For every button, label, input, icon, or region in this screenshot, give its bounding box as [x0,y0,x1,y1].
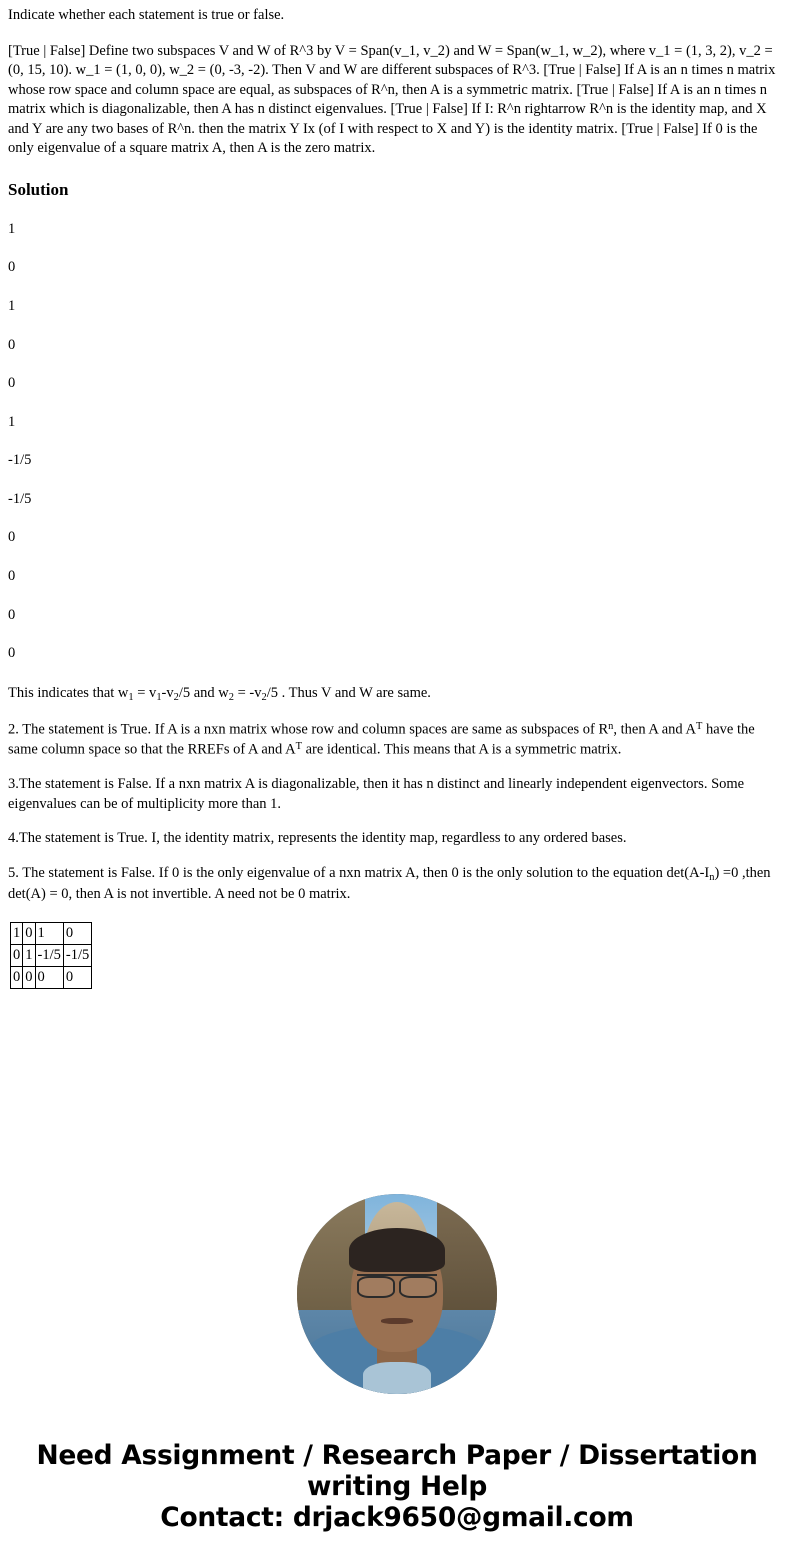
answer-paragraph [8,829,786,849]
solution-values [8,220,786,664]
solution-heading: Solution [8,179,69,199]
answer-paragraph [8,864,786,905]
text-segment: n [608,720,614,732]
promo-line-1: Need Assignment / Research Paper / Dissertation [36,1440,758,1472]
question-text: [True | False] Define two subspaces V and W of R^3 by V = Span(v_1, v_2) and W = Span(w_1, w_2), where v_1 = (1, 3, 2), v_2 = (0, 15, 10). w_1 = (1, 0, 0), w_2 = (0, -3, -2). Then V and W are different subspaces of R^3. [True | False] If A is an n times n matrix whose row space and column space are equal, as subspaces of R^n, then A is a symmetric matrix. [True | False] If A is an n times n matrix which is diagonalizable, then A has n distinct eigenvalues. [True | False] If I: R^n rightarrow R^n is the identity map, and X and Y are any two bases of R^n. then the matrix Y Ix (of I with respect to X and Y) is the identity matrix. [True | False] If 0 is the only eigenvalue of a square matrix A, then A is the zero matrix. [8,42,776,157]
matrix-cell: -1/5 [63,945,91,967]
promo-line-2: writing Help [306,1471,488,1503]
glasses-right-lens [399,1276,437,1298]
matrix-cell: 1 [11,923,23,945]
bottom-spacer [8,1533,786,1553]
conclusion-sub: 1 [156,691,162,703]
matrix-cell: 0 [11,945,23,967]
intro-text: Indicate whether each statement is true or false. [8,7,285,23]
text-segment: are identical. This means that A is a symmetric matrix. [301,741,622,758]
text-segment: ) =0 ,then det(A) = 0, then A is not invertible. A need not be 0 matrix. [8,864,771,902]
table-row [11,945,92,967]
promo-banner [8,1440,786,1533]
avatar-collar [363,1362,431,1394]
matrix-cell: 1 [35,923,63,945]
conclusion-mid: /5 and w [178,684,229,701]
conclusion-mid: = -v [234,684,262,701]
text-segment: have the same column space so that the RREFs of A and A [8,721,755,758]
avatar [297,1194,497,1394]
matrix-cell: 0 [11,967,23,989]
matrix-cell: 0 [23,967,35,989]
table-row [11,967,92,989]
answers-list [8,720,786,905]
document-page [0,6,794,1553]
text-segment: 3.The statement is False. If a nxn matrix A is diagonalizable, then it has n distinct and linearly independent eigenvectors. Some eigenvalues can be of multiplicity more than 1. [8,776,745,812]
conclusion-sub: 2 [228,691,234,703]
value-line: 1 [8,413,16,430]
matrix-cell: 1 [23,945,35,967]
value-line: 0 [8,336,16,353]
avatar-container [8,1194,786,1394]
text-segment: 2. The statement is True. If A is a nxn matrix whose row and column spaces are same as subspaces of R [8,721,609,738]
text-segment: , then A and A [613,721,696,738]
conclusion-sub: 1 [128,691,134,703]
conclusion-mid: -v [161,684,174,701]
text-segment: T [695,720,703,732]
glasses-left-lens [357,1276,395,1298]
value-line: 0 [8,259,16,276]
conclusion-sub: 2 [261,691,267,703]
value-line: 0 [8,606,16,623]
text-segment: n [709,871,715,883]
table-row [11,923,92,945]
conclusion-mid: /5 . Thus V and W are same. [266,684,431,701]
matrix-cell: 0 [63,967,91,989]
matrix-cell: -1/5 [35,945,63,967]
text-segment: 5. The statement is False. If 0 is the only eigenvalue of a nxn matrix A, then 0 is the only solution to the equation det(A-I [8,864,710,881]
matrix-cell: 0 [63,923,91,945]
value-line: 1 [8,220,16,237]
avatar-background-wall-right [437,1194,497,1322]
promo-contact: Contact: drjack9650@gmail.com [160,1502,634,1534]
value-line: 1 [8,298,16,314]
glasses-icon [357,1274,437,1294]
value-line: -1/5 [8,490,32,507]
value-line: 0 [8,375,16,392]
matrix-cell: 0 [35,967,63,989]
value-line: 0 [8,529,16,546]
answer-paragraph [8,775,786,814]
text-segment: T [295,740,302,752]
answer-paragraph [8,720,786,761]
text-segment: 4.The statement is True. I, the identity matrix, represents the identity map, regardless to any ordered bases. [8,830,627,847]
conclusion-prefix: This indicates that w [8,684,129,701]
value-line: 0 [8,567,16,584]
matrix-cell: 0 [23,923,35,945]
conclusion-text [8,684,786,705]
conclusion-sub: 2 [173,691,179,703]
value-line: 0 [8,645,16,662]
value-line: -1/5 [8,452,32,469]
avatar-hair [349,1228,445,1272]
conclusion-mid: = v [133,684,157,701]
rref-matrix-table [10,922,92,989]
